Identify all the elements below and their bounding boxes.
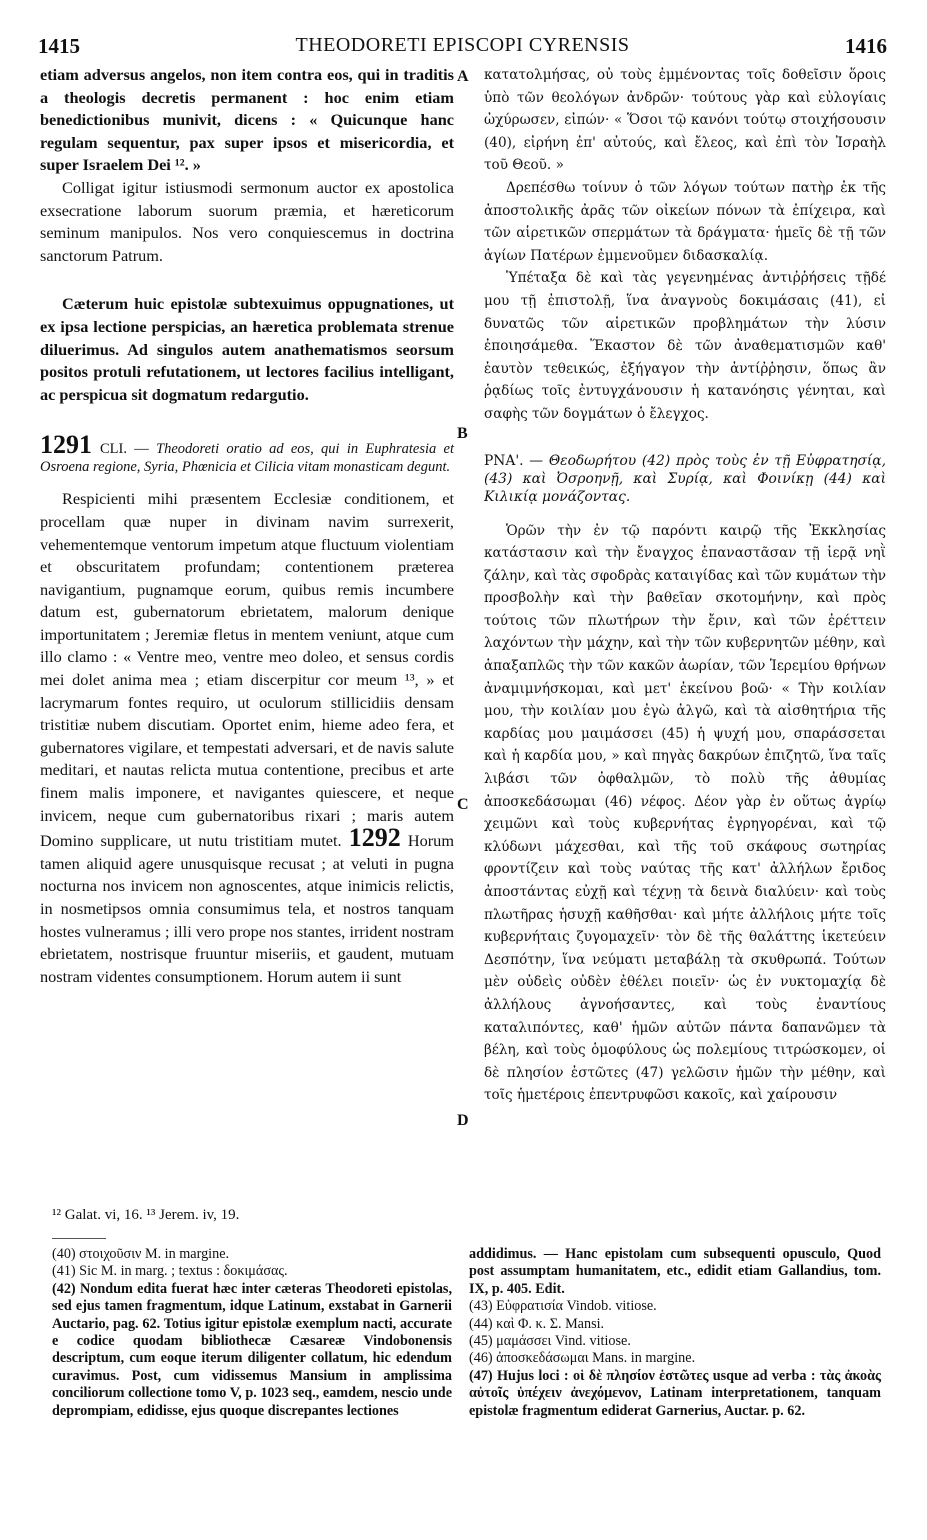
latin-column: [40, 64, 454, 988]
latin-paragraph-1: etiam adversus angelos, non item contra eos, qui in traditis a theologis decretis permanent : hoc enim etiam benedictionibus munivit, dicens : « Quicunque hanc regulam sequentur, pax super ipsos et misericordia, et super Israelem Dei ¹². »: [40, 65, 454, 175]
column-number-1292: 1292: [348, 823, 401, 853]
greek-heading-title: Θεοδωρήτου (42) πρὸς τοὺς ἐν τῇ Εὐφρατησίᾳ,(43) καὶ Ὀσροηνῇ, καὶ Συρίᾳ, καὶ Φοινίκῃ (44) καὶ Κιλικίᾳ μονάζοντας.: [484, 452, 887, 505]
greek-paragraph-2: Δρεπέσθω τοίνυν ὁ τῶν λόγων τούτων πατὴρ ἐκ τῆς ἀποστολικῆς ἀρᾶς τῶν οἰκείων πόνων τὰ ἐπίχειρα, καὶ τῶν αἱρετικῶν σπερμάτων τὰ δράγματα· ἡμεῖς δὲ τῇ τῶν ἁγίων Πατέρων ἐμμενοῦμεν διδασκαλίᾳ.: [484, 179, 886, 264]
greek-section-heading: [484, 452, 886, 506]
footnote-44: (44) καὶ Φ. κ. Σ. Mansi.: [469, 1315, 605, 1332]
scripture-references: ¹² Galat. vi, 16. ¹³ Jerem. iv, 19.: [52, 1207, 240, 1223]
footnote-separator: [52, 1238, 106, 1239]
page-number-right: 1416: [845, 34, 887, 58]
latin-paragraph-2: Colligat igitur istiusmodi sermonum auctor ex apostolica exsecratione laborum suorum præmia, et hæreticorum seminum manipulos. Nos vero conquiescemus in doctrina sanctorum Patrum.: [40, 177, 454, 265]
footnote-46: (46) ἀποσκεδάσωμαι Mans. in margine.: [469, 1350, 696, 1367]
latin-section-heading: [40, 430, 454, 476]
latin-paragraph-4: [40, 488, 454, 988]
footnotes-right: [469, 1246, 881, 1420]
footnotes-left: [52, 1246, 452, 1420]
latin-paragraph-3: Cæterum huic epistolæ subtexuimus oppugnationes, ut ex ipsa lectione perspicias, an hæretica problemata strenue diluerimus. Ad singulos autem anathematismos seorsum positos protuli refutationem, ut lectores facilius intelligant, ac perspicua sit dogmatum redargutio.: [40, 294, 454, 404]
latin-heading-title: Theodoreti oratio ad eos, qui in Euphratesia et Osroena regione, Syria, Phœnicia et Cilicia vitam monasticam degunt.: [40, 441, 454, 476]
greek-column: [484, 64, 886, 1107]
page-number-left: 1415: [38, 34, 80, 58]
greek-heading-prefix: ΡΝΑ'. —: [484, 452, 544, 469]
column-marker-a: A: [457, 68, 469, 85]
footnote-45: (45) μαμάσσει Vind. vitiose.: [469, 1333, 631, 1350]
greek-paragraph-1: κατατολμήσας, οὐ τοὺς ἐμμένοντας τοῖς δοθεῖσιν ὅροις ὑπὸ τῶν θεολόγων ἀνδρῶν· τούτους γὰρ καὶ εὐλογίαις ὠχύρωσεν, εἰπών· « Ὅσοι τῷ κανόνι τούτῳ στοιχήσουσιν (40), εἰρήνη ἐπ' αὐτούς, καὶ ἔλεος, καὶ ἐπὶ τὸν Ἰσραὴλ τοῦ Θεοῦ. »: [484, 67, 886, 174]
latin-paragraph-4-part-2: Horum tamen aliquid agere unusquisque recusat ; at veluti in pugna nocturna nos invicem non agnoscentes, atque inimicis relictis, in nosmetipsos omnia consumimus tela, et nostros tanquam hostes vulneramus ; illi vero prope nos stantes, irrident nostram ebrietatem, nostrisque fruuntur miseriis, et gaudent, mutuam nostram videntes consumptionem. Horum autem ii sunt: [40, 831, 454, 986]
footnote-41: (41) Sic M. in marg. ; textus : δοκιμάσας.: [52, 1263, 288, 1280]
footnote-43: (43) Εὐφρατισία Vindob. vitiose.: [469, 1298, 657, 1315]
latin-heading-prefix: CLI. —: [100, 441, 149, 458]
column-marker-d: D: [457, 1112, 469, 1129]
footnote-42-continued: addidimus. — Hanc epistolam cum subsequenti opusculo, Quod post assumptam humanitatem, etc., edidit etiam Gallandius, tom. IX, p. 405. Edit.: [469, 1246, 881, 1297]
running-header: [38, 34, 887, 60]
footnote-42: (42) Nondum edita fuerat hæc inter cæteras Theodoreti epistolas, sed ejus tamen fragmentum, idque Latinum, exstabat in Garnerii Auctario, pag. 62. Totius igitur epistolæ exemplum nacti, accurate e codice quodam bibliothecæ Cæsareæ Vindobonensis descriptum, cum eoque iterum diligenter collatum, hic edendum curavimus. Post, cum vidissemus Mansium in amplissima conciliorum collectione tomo V, p. 1023 seq., eamdem, nescio unde deprompiam, edidisse, ejus quoque discrepantes lectiones: [52, 1280, 452, 1419]
footnote-40: (40) στοιχοῦσιν M. in margine.: [52, 1246, 230, 1262]
latin-paragraph-4-part-1: Respicienti mihi præsentem Ecclesiæ conditionem, et procellam quæ nuper in divinam navim surrexerit, vehementemque ventorum impetum atque fluctuum violentiam et obscuritatem profundam; contentionem præterea navigantium, pugnamque eorum, quibus remis incumbere datum est, gubernatorum ebrietatem, malorum denique importunitatem ; Jeremiæ fletus in mentem veniunt, atque cum illo clamo : « Ventre meo, ventre meo doleo, et sensus cordis mei dolet anima mea ; etiam discerpitur cor meum ¹³, » et lacrymarum fontes requiro, ut oculorum stillicidiis densam tristitiæ nubem discutiam. Oportet enim, hieme adeo fera, et gubernatores vigilare, et tempestati adversari, et de navis salute meditari, et nautas relicta mutua contentione, precibus et arte finem malis imponere, et navigantes quiescere, et neque invicem, neque cum gubernatoribus rixari ; maris autem Domino supplicare, ut nutu tristitiam mutet.: [40, 489, 454, 851]
greek-paragraph-4: Ὁρῶν τὴν ἐν τῷ παρόντι καιρῷ τῆς Ἐκκλησίας κατάστασιν καὶ τὴν ἔναγχος ἐπαναστᾶσαν τῇ ἱερᾷ νηῒ ζάλην, καὶ τὰς σφοδρὰς καταιγίδας καὶ τῶν κυμάτων τὴν προσβολὴν καὶ τὴν βαθεῖαν σκοτομήνην, καὶ πρὸς τούτοις τῶν πλωτήρων τὴν ἔριν, καὶ τῶν ἐρέττειν λαχόντων τὴν μάχην, καὶ τὴν τῶν κυβερνητῶν μέθην, καὶ ἁπαξαπλῶς τὴν τῶν κακῶν ἀωρίαν, τῶν Ἱερεμίου θρήνων ἀναμιμνήσκομαι, καὶ μετ' ἐκείνου βοῶ· « Τὴν κοιλίαν μου, τὴν κοιλίαν μου ἐγὼ ἀλγῶ, καὶ τὰ αἰσθητήρια τῆς καρδίας μου μαιμάσσει (45) ἡ ψυχή μου, σπαράσσεται καὶ ἡ καρδία μου, » καὶ πηγὰς δακρύων ἐπιζητῶ, ἵνα ταῖς λιβάσι τῶν ὀφθαλμῶν, τὸ πολὺ τῆς ἀθυμίας ἀποσκεδάσωμαι (46) νέφος. Δέον γὰρ ἐν οὕτως ἀγρίῳ χειμῶνι καὶ τοὺς κυβερνήτας ἐγρηγορέναι, καὶ τῷ κλύδωνι μάχεσθαι, καὶ τῆς τοῦ σκάφους σωτηρίας φροντίζειν καὶ τοὺς ναύτας τῆς κατ' ἀλλήλων ἔριδος ἀποστάντας εὐχῇ καὶ τέχνῃ τὰ δεινὰ διαλύειν· καὶ τοὺς πλωτῆρας ἡσυχῇ καθῆσθαι· καὶ μήτε ἀλλήλοις μήτε τοῖς κυβερνήταις ζυγομαχεῖν· τὸν δὲ τῆς θαλάττης ἱκετεύειν Δεσπότην, ἵνα νεύματι μεταβάλῃ τὰ σκυθρωπά. Τούτων μὲν οὐδεὶς οὐδὲν ἐθέλει ποιεῖν· ὡς ἐν νυκτομαχίᾳ δὲ ἀλλήλους ἀγνοήσαντες, καὶ τοὺς ἐναντίους καταλιπόντες, καθ' ἡμῶν αὐτῶν πάντα δαπανῶμεν τὰ βέλη, καὶ τοὺς ὁμοφύλους ὡς πολεμίους τιτρώσκομεν, οἱ δὲ πλησίον ἑστῶτες (47) γελῶσιν ἡμῶν τὴν μέθην, καὶ τοῖς ἡμετέροις ἐπεντρυφῶσι κακοῖς, καὶ χαίρουσιν: [484, 522, 886, 1104]
page-title: THEODORETI EPISCOPI CYRENSIS: [295, 34, 630, 56]
footnote-47: (47) Hujus loci : οἱ δὲ πλησίον ἑστῶτες usque ad verba : τὰς ἀκοὰς αὐτοῖς ὑπέχειν ἀνεχόμενον, Latinam interpretationem, tanquam epistolæ fragmentum ediderat Garnerius, Auctar. p. 62.: [469, 1367, 881, 1419]
greek-paragraph-3: Ὑπέταξα δὲ καὶ τὰς γεγενημένας ἀντιῤῥήσεις τῇδέ μου τῇ ἐπιστολῇ, ἵνα ἀναγνοὺς δοκιμάσαις (41), εἰ δυνατῶς τῶν αἱρετικῶν προβλημάτων τὴν λύσιν ἐποιησάμεθα. Ἕκαστον δὲ τῶν ἀναθεματισμῶν καθ' ἑαυτὸν τεθεικώς, ἐξήγαγον τὴν ἀντίῤῥησιν, ὅπως ἂν ῥᾳδίως τοῖς ἐντυγχάνουσιν ἡ κατανόησις γένηται, καὶ σαφὴς τῶν δογμάτων ὁ ἔλεγχος.: [484, 270, 886, 422]
column-marker-c: C: [457, 796, 469, 813]
column-marker-b: B: [457, 425, 468, 442]
column-number-1291: 1291: [40, 430, 92, 460]
